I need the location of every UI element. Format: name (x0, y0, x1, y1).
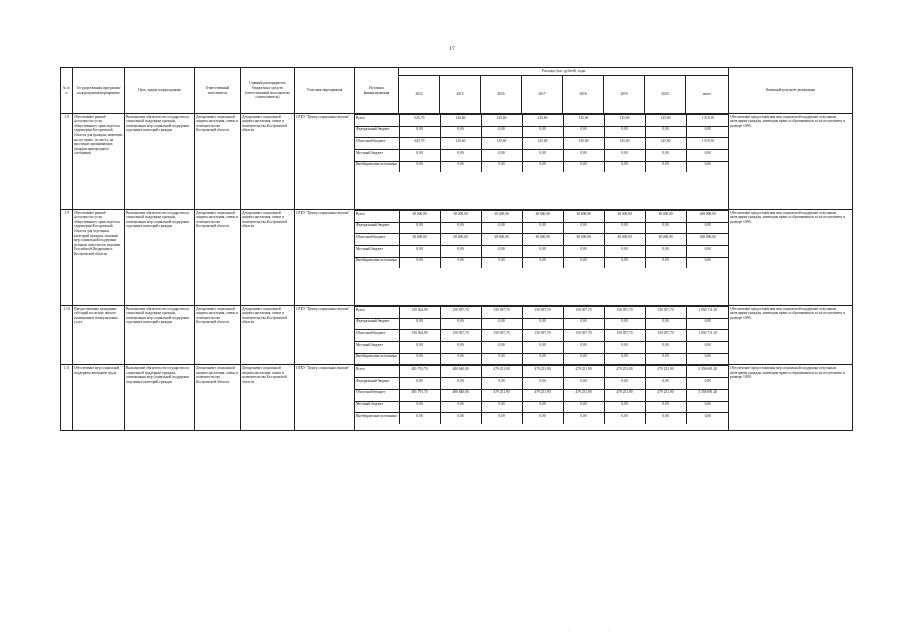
financing-source: Внебюджетные источники (355, 353, 399, 364)
financing-amount: 479 251,90 (604, 389, 645, 401)
financing-amount: 0,00 (645, 161, 686, 172)
financing-amount: 145,60 (481, 138, 522, 150)
financing-amount: 145,60 (563, 115, 604, 127)
scan-dot: . (568, 628, 569, 633)
financing-amount: 0,00 (440, 342, 481, 354)
financing-row (355, 401, 729, 413)
financing-amount: 0,00 (563, 353, 604, 364)
financing-amount: 0,00 (481, 413, 522, 424)
financing-amount: 0,00 (399, 222, 440, 234)
table-row (61, 306, 853, 365)
row-result: Обеспечение предоставления мер социальной поддержки отдельным категориям граждан, имеющим право и обратившимся за их получением, в размере 100% (729, 365, 853, 431)
financing-amount: 0,00 (481, 126, 522, 138)
header-source: Источник финансирования (355, 68, 399, 114)
financing-amount: 0,00 (645, 257, 686, 268)
financing-amount: 0,00 (440, 353, 481, 364)
financing-amount: 0,00 (604, 126, 645, 138)
financing-amount: 0,00 (563, 318, 604, 330)
header-year: 2015 (440, 76, 481, 114)
financing-amount: 0,00 (399, 342, 440, 354)
row-goal: Выполнение обязательств государства по социальной поддержке граждан, оптимизация мер социальной поддержки отдельных категорий граждан (125, 210, 195, 306)
row-number: 1.10 (61, 306, 73, 365)
table-row (61, 210, 853, 306)
financing-amount: 38 400,00 (522, 211, 563, 223)
row-executor: Департамент социальной защиты населения, опеки и попечительства Костромской области (195, 365, 241, 431)
financing-amount: 0,00 (645, 413, 686, 424)
financing-amount: 0,00 (481, 378, 522, 390)
financing-amount: 0,00 (399, 126, 440, 138)
financing-table (355, 365, 729, 423)
financing-amount: 38 400,00 (645, 211, 686, 223)
financing-amount: 479 251,90 (522, 366, 563, 378)
financing-amount: 150 057,70 (522, 330, 563, 342)
financing-row (355, 161, 729, 172)
financing-block (355, 365, 729, 431)
financing-source: Всего (355, 115, 399, 127)
financing-amount: 0,00 (645, 150, 686, 162)
header-goal: Цель, задача подпрограммы (125, 68, 195, 114)
row-goal: Выполнение обязательств государства по социальной поддержке граждан, оптимизация мер социальной поддержки отдельных категорий граждан (125, 365, 195, 431)
financing-amount: 0,00 (604, 222, 645, 234)
row-participant: ОГКУ "Центр социальных выплат" (295, 365, 355, 431)
row-goal: Выполнение обязательств государства по социальной поддержке граждан, оптимизация мер социальной поддержки отдельных категорий граждан (125, 306, 195, 365)
financing-amount: 3 358 691,20 (686, 366, 729, 378)
header-year: 2019 (604, 76, 645, 114)
financing-amount: 0,00 (481, 246, 522, 258)
financing-amount: 0,00 (481, 353, 522, 364)
financing-amount: 479 251,90 (481, 366, 522, 378)
row-participant: ОГКУ "Центр социальных выплат" (295, 114, 355, 210)
financing-amount: 0,00 (440, 401, 481, 413)
header-year: 2018 (563, 76, 604, 114)
financing-row (355, 378, 729, 390)
financing-amount: 268 800,00 (686, 234, 729, 246)
financing-amount: 0,00 (522, 413, 563, 424)
financing-amount: 38 400,00 (440, 211, 481, 223)
financing-amount: 0,00 (563, 378, 604, 390)
financing-amount: 268 800,00 (686, 211, 729, 223)
financing-block (355, 114, 729, 210)
financing-amount: 0,00 (563, 150, 604, 162)
financing-amount: 150 364,90 (399, 307, 440, 319)
page-number: 17 (449, 46, 455, 52)
financing-amount: 0,00 (604, 150, 645, 162)
financing-amount: 0,00 (440, 126, 481, 138)
row-name: Обеспечение мер социальной поддержки ветеранов труда (73, 365, 125, 431)
financing-amount: 0,00 (604, 318, 645, 330)
financing-amount: 145,60 (604, 115, 645, 127)
financing-row (355, 222, 729, 234)
row-goal: Выполнение обязательств государства по социальной поддержке граждан, оптимизация мер социальной поддержки отдельных категорий граждан (125, 114, 195, 210)
financing-amount: 0,00 (563, 401, 604, 413)
financing-amount: 38 400,00 (604, 211, 645, 223)
header-expenses: Расходы (тыс. рублей), годы (399, 68, 729, 76)
header-year: итого (686, 76, 729, 114)
financing-amount: 0,00 (399, 413, 440, 424)
financing-amount: 0,00 (522, 246, 563, 258)
row-name: Обеспечение равной доступности услуг общественного транспорта на территории Костромской области для граждан, имеющих на это право, по месту, на население проживающих граждан пригородного сообщения (73, 114, 125, 210)
row-gabs: Департамент социальной защиты населения, опеки и попечительства Костромской области (241, 114, 295, 210)
financing-amount: 645,70 (399, 115, 440, 127)
financing-amount: 0,00 (440, 257, 481, 268)
financing-amount: 38 400,00 (440, 234, 481, 246)
header-year: 2020 (645, 76, 686, 114)
financing-source: Областной бюджет (355, 389, 399, 401)
financing-row (355, 366, 729, 378)
financing-amount: 479 251,90 (645, 389, 686, 401)
financing-amount: 0,00 (604, 246, 645, 258)
financing-source: Федеральный бюджет (355, 222, 399, 234)
financing-table (355, 306, 729, 364)
table-row (61, 114, 853, 210)
financing-amount: 479 251,90 (645, 366, 686, 378)
financing-amount: 480 640,00 (440, 389, 481, 401)
financing-row (355, 318, 729, 330)
financing-amount: 150 057,70 (522, 307, 563, 319)
financing-source: Федеральный бюджет (355, 126, 399, 138)
header-year: 2017 (522, 76, 563, 114)
financing-amount: 0,00 (604, 257, 645, 268)
financing-amount: 145,60 (522, 138, 563, 150)
financing-amount: 479 251,90 (481, 389, 522, 401)
financing-source: Местный бюджет (355, 246, 399, 258)
row-result: Обеспечение предоставления мер социальной поддержки отдельным категориям граждан, имеющим право и обратившимся за их получением, в размере 100% (729, 114, 853, 210)
financing-amount: 150 057,70 (440, 330, 481, 342)
financing-amount: 38 400,00 (645, 234, 686, 246)
financing-amount: 150 057,70 (481, 307, 522, 319)
financing-amount: 0,00 (686, 413, 729, 424)
financing-amount: 145,60 (645, 115, 686, 127)
financing-amount: 0,00 (686, 353, 729, 364)
financing-amount: 0,00 (686, 401, 729, 413)
financing-table (355, 210, 729, 268)
header-gabs: Главный распорядитель бюджетных средств (ответственный исполнитель/соисполнитель) (241, 68, 295, 114)
financing-amount: 0,00 (686, 378, 729, 390)
financing-amount: 150 364,90 (399, 330, 440, 342)
financing-amount: 0,00 (686, 342, 729, 354)
financing-amount: 0,00 (645, 378, 686, 390)
financing-amount: 150 057,70 (481, 330, 522, 342)
financing-amount: 0,00 (399, 378, 440, 390)
financing-amount: 0,00 (604, 342, 645, 354)
header-result: Конечный результат реализации (729, 68, 853, 114)
financing-amount: 0,00 (481, 161, 522, 172)
financing-amount: 145,60 (440, 115, 481, 127)
financing-amount: 0,00 (399, 353, 440, 364)
financing-amount: 150 057,70 (563, 330, 604, 342)
financing-amount: 0,00 (440, 378, 481, 390)
financing-row (355, 211, 729, 223)
financing-row (355, 307, 729, 319)
financing-amount: 0,00 (604, 378, 645, 390)
financing-amount: 0,00 (481, 150, 522, 162)
financing-source: Местный бюджет (355, 342, 399, 354)
financing-amount: 0,00 (686, 246, 729, 258)
financing-amount: 0,00 (481, 342, 522, 354)
financing-amount: 0,00 (563, 246, 604, 258)
financing-amount: 0,00 (440, 318, 481, 330)
row-result: Обеспечение предоставления мер социальной поддержки отдельным категориям граждан, имеющим право и обратившимся за их получением, в размере 100% (729, 210, 853, 306)
financing-amount: 0,00 (481, 318, 522, 330)
row-name: Обеспечение равной доступности услуг общественного транспорта на территории Костромской области для отдельных категорий граждан, оказание мер социальной поддержки которым относится к ведению Российской Федерации и Костромской области (73, 210, 125, 306)
financing-amount: 0,00 (399, 401, 440, 413)
financing-amount: 150 057,70 (563, 307, 604, 319)
financing-amount: 0,00 (645, 126, 686, 138)
financing-source: Внебюджетные источники (355, 413, 399, 424)
financing-amount: 479 251,90 (522, 389, 563, 401)
financing-amount: 1 519,30 (686, 138, 729, 150)
financing-table (355, 114, 729, 172)
financing-amount: 0,00 (481, 257, 522, 268)
header-no: № п/п (61, 68, 73, 114)
financing-row (355, 150, 729, 162)
financing-row (355, 413, 729, 424)
financing-amount: 0,00 (522, 353, 563, 364)
financing-amount: 0,00 (399, 318, 440, 330)
financing-row (355, 389, 729, 401)
financing-amount: 150 057,70 (645, 307, 686, 319)
financing-source: Областной бюджет (355, 330, 399, 342)
financing-block (355, 306, 729, 365)
financing-amount: 0,00 (440, 413, 481, 424)
financing-amount: 0,00 (604, 413, 645, 424)
row-number: 1.8 (61, 114, 73, 210)
financing-source: Местный бюджет (355, 150, 399, 162)
financing-row (355, 126, 729, 138)
financing-row (355, 246, 729, 258)
financing-amount: 38 400,00 (563, 234, 604, 246)
financing-amount: 0,00 (686, 257, 729, 268)
financing-source: Федеральный бюджет (355, 318, 399, 330)
financing-amount: 145,60 (604, 138, 645, 150)
financing-amount: 1 050 711,10 (686, 330, 729, 342)
financing-amount: 479 251,90 (563, 366, 604, 378)
financing-amount: 0,00 (563, 413, 604, 424)
financing-amount: 479 251,90 (563, 389, 604, 401)
financing-amount: 0,00 (522, 257, 563, 268)
financing-amount: 0,00 (399, 150, 440, 162)
financing-amount: 0,00 (604, 353, 645, 364)
financing-row (355, 342, 729, 354)
financing-amount: 145,60 (440, 138, 481, 150)
financing-amount: 0,00 (686, 318, 729, 330)
financing-source: Всего (355, 366, 399, 378)
financing-amount: 38 400,00 (522, 234, 563, 246)
scan-dot: . (608, 628, 609, 633)
financing-amount: 480 640,00 (440, 366, 481, 378)
financing-source: Внебюджетные источники (355, 257, 399, 268)
financing-amount: 145,60 (481, 115, 522, 127)
financing-amount: 0,00 (440, 150, 481, 162)
financing-amount: 0,00 (563, 126, 604, 138)
financing-source: Всего (355, 307, 399, 319)
financing-amount: 0,00 (481, 401, 522, 413)
row-gabs: Департамент социальной защиты населения, опеки и попечительства Костромской области (241, 306, 295, 365)
header-year: 2016 (481, 76, 522, 114)
financing-amount: 1 519,30 (686, 115, 729, 127)
financing-amount: 0,00 (440, 161, 481, 172)
table-body (61, 114, 853, 431)
financing-amount: 0,00 (522, 222, 563, 234)
financing-source: Областной бюджет (355, 234, 399, 246)
financing-amount: 0,00 (604, 161, 645, 172)
row-number: 1.11 (61, 365, 73, 431)
financing-amount: 38 400,00 (399, 234, 440, 246)
financing-amount: 0,00 (522, 378, 563, 390)
financing-amount: 0,00 (645, 342, 686, 354)
financing-row (355, 353, 729, 364)
financing-source: Местный бюджет (355, 401, 399, 413)
financing-amount: 0,00 (522, 126, 563, 138)
financing-amount: 0,00 (399, 161, 440, 172)
financing-amount: 0,00 (645, 222, 686, 234)
financing-amount: 0,00 (563, 222, 604, 234)
financing-amount: 150 057,70 (645, 330, 686, 342)
financing-amount: 0,00 (645, 353, 686, 364)
financing-amount: 145,60 (645, 138, 686, 150)
financing-amount: 481 791,70 (399, 389, 440, 401)
financing-row (355, 138, 729, 150)
row-gabs: Департамент социальной защиты населения, опеки и попечительства Костромской области (241, 210, 295, 306)
financing-amount: 0,00 (645, 401, 686, 413)
financing-amount: 0,00 (686, 161, 729, 172)
financing-amount: 0,00 (686, 222, 729, 234)
financing-amount: 0,00 (522, 161, 563, 172)
header-participant: Участник мероприятия (295, 68, 355, 114)
row-executor: Департамент социальной защиты населения, опеки и попечительства Костромской области (195, 306, 241, 365)
row-participant: ОГКУ "Центр социальных выплат" (295, 210, 355, 306)
financing-amount: 0,00 (399, 246, 440, 258)
header-name: Государственная программа/подпрограмма/мероприятие (73, 68, 125, 114)
row-number: 1.9 (61, 210, 73, 306)
financing-amount: 1 050 711,10 (686, 307, 729, 319)
row-gabs: Департамент социальной защиты населения, опеки и попечительства Костромской области (241, 365, 295, 431)
row-participant: ОГКУ "Центр социальных выплат" (295, 306, 355, 365)
financing-amount: 0,00 (440, 222, 481, 234)
financing-source: Всего (355, 211, 399, 223)
financing-amount: 0,00 (522, 150, 563, 162)
row-executor: Департамент социальной защиты населения, опеки и попечительства Костромской области (195, 210, 241, 306)
financing-amount: 38 400,00 (604, 234, 645, 246)
financing-amount: 0,00 (686, 150, 729, 162)
financing-amount: 145,60 (522, 115, 563, 127)
financing-amount: 145,60 (563, 138, 604, 150)
financing-amount: 38 400,00 (481, 234, 522, 246)
financing-row (355, 257, 729, 268)
row-executor: Департамент социальной защиты населения, опеки и попечительства Костромской области (195, 114, 241, 210)
financing-amount: 0,00 (686, 126, 729, 138)
financing-amount: 3 358 691,20 (686, 389, 729, 401)
financing-amount: 479 251,90 (604, 366, 645, 378)
financing-source: Внебюджетные источники (355, 161, 399, 172)
financing-amount: 0,00 (563, 161, 604, 172)
table-row (61, 365, 853, 431)
financing-amount: 0,00 (522, 318, 563, 330)
financing-row (355, 115, 729, 127)
financing-amount: 150 057,70 (604, 307, 645, 319)
financing-row (355, 234, 729, 246)
financing-amount: 0,00 (563, 257, 604, 268)
header-executor: Ответственный исполнитель (195, 68, 241, 114)
financing-amount: 0,00 (522, 342, 563, 354)
financing-amount: 0,00 (481, 222, 522, 234)
financing-amount: 150 057,70 (604, 330, 645, 342)
financing-amount: 38 400,00 (481, 211, 522, 223)
program-table (60, 67, 853, 431)
row-name: Предоставление гражданам субсидий на оплату жилого помещения и коммунальных услуг (73, 306, 125, 365)
financing-amount: 0,00 (522, 401, 563, 413)
row-result: Обеспечение предоставления мер социальной поддержки отдельным категориям граждан, имеющим право и обратившимся за их получением, в размере 100% (729, 306, 853, 365)
financing-amount: 38 400,00 (399, 211, 440, 223)
financing-amount: 38 400,00 (563, 211, 604, 223)
financing-amount: 0,00 (604, 401, 645, 413)
financing-amount: 0,00 (440, 246, 481, 258)
financing-source: Федеральный бюджет (355, 378, 399, 390)
financing-block (355, 210, 729, 306)
financing-amount: 645,70 (399, 138, 440, 150)
financing-amount: 0,00 (399, 257, 440, 268)
financing-amount: 0,00 (645, 246, 686, 258)
financing-amount: 481 791,70 (399, 366, 440, 378)
header-year: 2014 (399, 76, 440, 114)
financing-amount: 0,00 (563, 342, 604, 354)
financing-row (355, 330, 729, 342)
financing-amount: 150 057,70 (440, 307, 481, 319)
financing-amount: 0,00 (645, 318, 686, 330)
financing-source: Областной бюджет (355, 138, 399, 150)
